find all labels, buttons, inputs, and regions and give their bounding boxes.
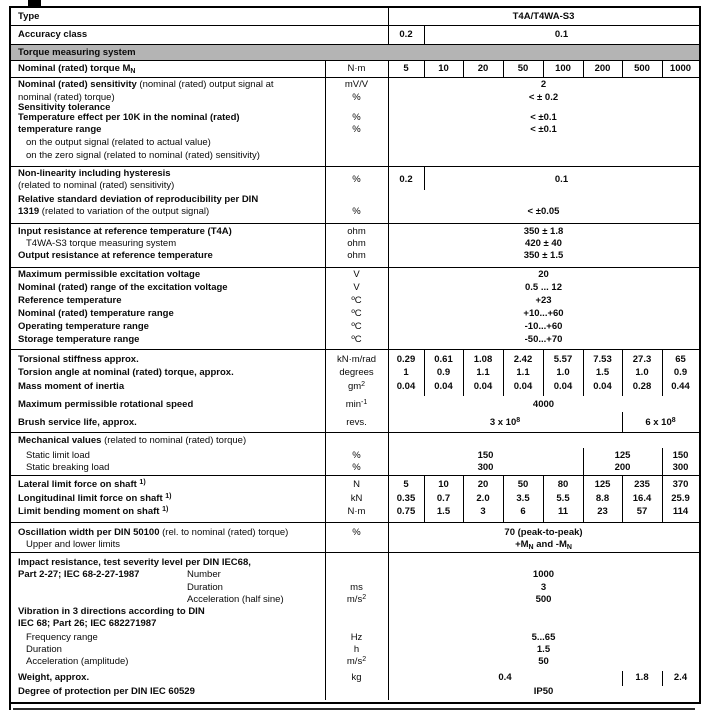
- label-part: Brush service life, approx.: [18, 417, 137, 428]
- row-label: [187, 582, 223, 594]
- cell-divider: [424, 61, 425, 78]
- row-label: [18, 295, 122, 307]
- label-part: Nominal (rated) sensitivity: [18, 79, 140, 90]
- label-part: Nominal (rated) range of the excitation voltage: [18, 282, 228, 293]
- label-part: Weight, approx.: [18, 672, 90, 683]
- row-label: [18, 63, 135, 75]
- unit-cell: %: [352, 527, 361, 538]
- unit-cell: kN·m/rad: [336, 354, 377, 365]
- row-label: [18, 282, 228, 294]
- row-label: [18, 269, 200, 281]
- label-part: Reference temperature: [18, 295, 122, 306]
- value-cell: 500: [634, 63, 650, 74]
- cell-divider: [388, 350, 389, 433]
- value-cell: IP50: [533, 686, 554, 697]
- label-part: Lateral limit force on shaft $^{1)}$: [18, 479, 146, 490]
- row-label: [18, 250, 213, 262]
- cell-divider: [388, 224, 389, 268]
- value-cell: 0.1: [554, 174, 569, 185]
- label-part: Longitudinal limit force on shaft $^{1)}$: [18, 493, 172, 504]
- label-part: Duration: [26, 644, 62, 655]
- row-label: [18, 399, 193, 411]
- value-cell: 370: [672, 479, 689, 490]
- unit-cell: %: [352, 450, 361, 461]
- value-cell: 5: [403, 63, 409, 74]
- value-cell: 50: [517, 479, 529, 490]
- value-cell: 0.44: [671, 381, 690, 392]
- cell-divider: [463, 476, 464, 523]
- cell-divider: [622, 476, 623, 523]
- row-label: [26, 450, 90, 462]
- label-part: temperature range: [18, 124, 102, 135]
- value-cell: 11: [557, 506, 569, 517]
- unit-cell: N: [353, 479, 360, 490]
- unit-cell: %: [352, 124, 361, 135]
- label-part: Sensitivity tolerance: [18, 102, 111, 113]
- cell-divider: [388, 268, 389, 350]
- value-cell: 1.5: [595, 367, 610, 378]
- cell-divider: [424, 167, 425, 190]
- unit-cell: mV/V: [344, 79, 369, 90]
- block-resistance: [11, 224, 699, 268]
- value-cell: 125: [594, 479, 611, 490]
- value-cell: 4000: [532, 399, 555, 410]
- cell-divider: [662, 350, 663, 396]
- row-label: [18, 29, 87, 41]
- cell-divider: [583, 448, 584, 476]
- value-cell: 23: [597, 506, 608, 517]
- value-cell: 1.5: [536, 644, 551, 655]
- value-cell: T4A/T4WA-S3: [512, 11, 575, 22]
- row-label: [18, 606, 205, 618]
- unit-cell: V: [353, 282, 360, 293]
- cell-divider: [463, 61, 464, 78]
- unit-cell: %: [352, 206, 361, 217]
- value-cell: 50: [517, 63, 529, 74]
- value-cell: 0.29: [396, 354, 416, 365]
- row-label: [18, 557, 251, 569]
- row-label: [26, 238, 176, 250]
- value-cell: 20: [538, 269, 549, 280]
- label-part: Accuracy class: [18, 29, 88, 40]
- label-part: Frequency range: [26, 632, 98, 643]
- label-part: Nominal (rated) torque $M_N$: [18, 63, 136, 75]
- value-cell: 0.28: [632, 381, 652, 392]
- row-label: [26, 539, 120, 551]
- value-cell: 2: [540, 79, 547, 90]
- label-part: Mass moment of inertia: [18, 381, 125, 392]
- value-cell: 3: [480, 506, 486, 517]
- value-cell: 6 x $10^8$: [645, 417, 676, 428]
- value-cell: < ±0.1: [530, 112, 557, 123]
- value-cell: 1.1: [476, 367, 490, 378]
- label-part: IEC 68; Part 26; IEC 682271987: [18, 618, 157, 629]
- value-cell: 3 x $10^8$: [489, 417, 521, 428]
- cell-divider: [622, 412, 623, 433]
- label-part: Torsional stiffness approx.: [18, 354, 139, 365]
- unit-cell: ºC: [351, 321, 362, 332]
- row-label: [18, 124, 101, 136]
- value-cell: 5.5: [556, 493, 570, 504]
- unit-cell: %: [352, 462, 361, 473]
- block-sensitivity: [11, 78, 699, 167]
- row-label: [18, 354, 139, 366]
- label-part: 1319: [18, 206, 42, 217]
- cell-divider: [662, 476, 663, 523]
- unit-cell: ºC: [351, 308, 362, 319]
- value-cell: 70 (peak-to-peak): [504, 527, 583, 538]
- value-cell: 57: [636, 506, 648, 517]
- cell-divider: [388, 553, 389, 700]
- value-cell: 1.5: [436, 506, 451, 517]
- value-cell: 3: [540, 582, 547, 593]
- value-cell: 0.9: [673, 367, 688, 378]
- value-cell: $+M_N$ and $-M_N$: [515, 539, 572, 551]
- cell-divider: [543, 476, 544, 523]
- unit-cell: ms: [350, 582, 363, 593]
- value-cell: -50...+70: [524, 334, 563, 345]
- row-label: [18, 226, 232, 238]
- value-cell: 27.3: [632, 354, 652, 365]
- label-part: Temperature effect per 10K in the nominal (rated): [18, 112, 240, 123]
- value-cell: 0.2: [399, 174, 413, 185]
- value-cell: 300: [672, 462, 689, 473]
- label-part: Limit bending moment on shaft $^{1)}$: [18, 506, 169, 517]
- value-cell: 114: [672, 506, 689, 517]
- label-part: Maximum permissible rotational speed: [18, 399, 194, 410]
- section-header-torque-measuring-system: [11, 45, 699, 61]
- label-part: Torsion angle at nominal (rated) torque, approx.: [18, 367, 234, 378]
- cell-divider: [583, 61, 584, 78]
- value-cell: 350 ± 1.5: [523, 250, 564, 261]
- label-part: on the output signal (related to actual value): [26, 137, 211, 148]
- value-cell: 1.1: [516, 367, 530, 378]
- value-cell: 1000: [532, 569, 555, 580]
- row-label: [18, 686, 195, 698]
- unit-cell: $m/s^2$: [346, 594, 367, 605]
- block-mechanical-values: [11, 433, 699, 476]
- unit-cell: degrees: [339, 367, 374, 378]
- label-part: T4WA-S3 torque measuring system: [26, 238, 177, 249]
- label-part: Storage temperature range: [18, 334, 140, 345]
- value-cell: 2.4: [673, 672, 688, 683]
- value-cell: 16.4: [632, 493, 652, 504]
- cell-divider: [503, 350, 504, 396]
- cell-divider: [503, 476, 504, 523]
- row-nominal-torque: [11, 61, 699, 78]
- label-part: Static breaking load: [26, 462, 110, 473]
- value-cell: 0.2: [399, 29, 413, 40]
- row-label: [18, 569, 139, 581]
- value-cell: 2.0: [476, 493, 490, 504]
- unit-cell: ohm: [347, 226, 366, 237]
- unit-cell: ºC: [351, 295, 362, 306]
- value-cell: 0.7: [436, 493, 451, 504]
- block-shaft-limits: [11, 476, 699, 523]
- value-cell: 1.08: [473, 354, 493, 365]
- row-label: [18, 506, 168, 518]
- label-part: Operating temperature range: [18, 321, 149, 332]
- unit-cell: %: [352, 92, 361, 103]
- label-part: Oscillation width per DIN 50100: [18, 527, 163, 538]
- cell-divider: [388, 26, 389, 45]
- value-cell: 5.57: [553, 354, 573, 365]
- label-part: Mechanical values: [18, 435, 105, 446]
- row-label: [18, 334, 139, 346]
- row-label: [18, 47, 136, 59]
- row-label: [18, 618, 156, 630]
- row-type: [11, 8, 699, 26]
- row-label: [26, 632, 98, 644]
- value-cell: 65: [675, 354, 686, 365]
- cell-divider: [424, 350, 425, 396]
- row-label: [26, 462, 109, 474]
- label-part: Nominal (rated) temperature range: [18, 308, 174, 319]
- spec-table: [9, 6, 701, 704]
- value-cell: 0.04: [473, 381, 493, 392]
- label-part: (rel. to nominal (rated) torque): [162, 527, 289, 538]
- cell-divider: [388, 476, 389, 523]
- value-cell: 5: [403, 479, 409, 490]
- cell-divider: [583, 476, 584, 523]
- unit-cell: V: [353, 269, 360, 280]
- value-cell: +23: [535, 295, 552, 306]
- cell-divider: [662, 61, 663, 78]
- unit-cell: N·m: [347, 63, 366, 74]
- cell-divider: [583, 350, 584, 396]
- value-cell: 0.4: [498, 672, 512, 683]
- cell-divider: [424, 476, 425, 523]
- label-part: on the zero signal (related to nominal (rated) sensitivity): [26, 150, 260, 161]
- unit-cell: ohm: [347, 238, 366, 249]
- value-cell: < ±0.1: [530, 124, 557, 135]
- cell-divider: [388, 61, 389, 78]
- value-cell: 125: [614, 450, 631, 461]
- label-part: Relative standard deviation of reproducibility per DIN: [18, 194, 259, 205]
- label-part: Input resistance at reference temperature (T4A): [18, 226, 232, 237]
- value-cell: 0.35: [396, 493, 416, 504]
- unit-cell: h: [353, 644, 360, 655]
- row-label: [18, 367, 234, 379]
- cell-divider: [662, 448, 663, 476]
- value-cell: 1: [403, 367, 409, 378]
- value-cell: 0.04: [396, 381, 416, 392]
- value-cell: 0.04: [434, 381, 453, 392]
- cell-divider: [622, 350, 623, 396]
- unit-cell: %: [352, 112, 361, 123]
- value-cell: 0.04: [513, 381, 533, 392]
- label-part: Impact resistance, test severity level per DIN IEC68,: [18, 557, 251, 568]
- row-label: [18, 435, 246, 447]
- unit-cell: $gm^2$: [347, 381, 366, 392]
- row-label: [187, 594, 284, 606]
- cell-divider: [622, 61, 623, 78]
- unit-cell: revs.: [346, 417, 367, 428]
- row-label: [18, 79, 274, 91]
- label-part: Upper and lower limits: [26, 539, 120, 550]
- unit-cell: kg: [351, 672, 362, 683]
- row-label: [26, 150, 260, 162]
- row-label: [26, 137, 211, 149]
- label-part: Non-linearity including hysteresis: [18, 168, 171, 179]
- label-part: Static limit load: [26, 450, 90, 461]
- row-label: [18, 672, 89, 684]
- value-cell: 200: [614, 462, 631, 473]
- label-part: (related to variation of the output signal): [41, 206, 210, 217]
- label-part: Output resistance at reference temperature: [18, 250, 213, 261]
- value-cell: 1.0: [635, 367, 649, 378]
- value-cell: 25.9: [671, 493, 690, 504]
- label-part: Degree of protection per DIN IEC 60529: [18, 686, 195, 697]
- row-label: [18, 206, 209, 218]
- value-cell: +10...+60: [523, 308, 564, 319]
- cell-divider: [388, 8, 389, 26]
- row-label: [18, 180, 174, 192]
- value-cell: 1000: [669, 63, 692, 74]
- label-part: Vibration in 3 directions according to DIN: [18, 606, 205, 617]
- cell-divider: [503, 61, 504, 78]
- label-part: Maximum permissible excitation voltage: [18, 269, 201, 280]
- label-part: Type: [18, 11, 40, 22]
- value-cell: 150: [672, 450, 689, 461]
- row-label: [26, 644, 62, 656]
- cell-divider: [543, 61, 544, 78]
- label-part: (related to nominal (rated) torque): [104, 435, 247, 446]
- value-cell: 0.5 ... 12: [525, 282, 562, 293]
- value-cell: 2.42: [513, 354, 533, 365]
- label-part: Torque measuring system: [18, 47, 136, 58]
- table-left-border-stub: [9, 704, 11, 710]
- value-cell: 350 ± 1.8: [523, 226, 564, 237]
- value-cell: 8.8: [595, 493, 610, 504]
- value-cell: 3.5: [516, 493, 530, 504]
- label-part: Acceleration (amplitude): [26, 656, 129, 667]
- unit-cell: N·m: [347, 506, 366, 517]
- cell-divider: [543, 350, 544, 396]
- row-label: [18, 381, 124, 393]
- label-part: Part 2-27; IEC 68-2-27-1987: [18, 569, 140, 580]
- value-cell: 0.04: [593, 381, 612, 392]
- cell-divider: [388, 78, 389, 167]
- block-voltage-temperature: [11, 268, 699, 350]
- row-label: [18, 11, 39, 23]
- value-cell: 0.04: [553, 381, 573, 392]
- unit-cell: $\min^{-1}$: [345, 399, 368, 410]
- value-cell: 50: [538, 656, 549, 667]
- label-part: (related to nominal (rated) sensitivity): [18, 180, 175, 191]
- row-label: [18, 321, 149, 333]
- value-cell: 100: [555, 63, 571, 74]
- value-cell: 200: [594, 63, 611, 74]
- unit-cell: Hz: [350, 632, 363, 643]
- value-cell: 420 ± 40: [525, 238, 562, 249]
- block-environment-weight-protection: [11, 553, 699, 700]
- value-cell: 20: [477, 63, 489, 74]
- unit-cell: $m/s^2$: [346, 656, 367, 667]
- block-linearity-reproducibility: [11, 167, 699, 224]
- cell-divider: [388, 523, 389, 553]
- label-part: Acceleration (half sine): [187, 594, 284, 605]
- value-cell: 6: [520, 506, 526, 517]
- value-cell: 10: [438, 63, 449, 74]
- value-cell: 1.8: [635, 672, 649, 683]
- block-oscillation: [11, 523, 699, 553]
- value-cell: 150: [477, 450, 494, 461]
- value-cell: 20: [477, 479, 489, 490]
- row-label: [18, 527, 288, 539]
- value-cell: < ± 0.2: [528, 92, 559, 103]
- value-cell: 235: [634, 479, 650, 490]
- row-label: [18, 112, 240, 124]
- row-accuracy-class: [11, 26, 699, 45]
- label-part: (nominal (rated) output signal at: [139, 79, 274, 90]
- label-part: Duration: [187, 582, 223, 593]
- label-part: nominal (rated) torque): [18, 92, 115, 103]
- cell-divider: [424, 26, 425, 45]
- cell-divider: [388, 167, 389, 224]
- row-label: [18, 194, 258, 206]
- value-cell: 300: [477, 462, 494, 473]
- unit-cell: ºC: [351, 334, 362, 345]
- row-sublabel: Number: [187, 569, 221, 580]
- row-label: [18, 417, 137, 429]
- value-cell: 0.1: [554, 29, 569, 40]
- cell-divider: [662, 671, 663, 686]
- row-label: [26, 656, 128, 668]
- row-label: [18, 168, 171, 180]
- unit-cell: %: [352, 174, 361, 185]
- value-cell: < ±0.05: [527, 206, 560, 217]
- value-cell: 5...65: [531, 632, 556, 643]
- value-cell: 0.61: [434, 354, 453, 365]
- cell-divider: [463, 350, 464, 396]
- block-stiffness-speed: [11, 350, 699, 433]
- value-cell: 0.75: [396, 506, 416, 517]
- row-label: [18, 308, 174, 320]
- value-cell: 10: [438, 479, 449, 490]
- cell-divider: [388, 433, 389, 476]
- scan-artifact-top: [28, 0, 41, 6]
- row-label: [18, 479, 146, 491]
- unit-cell: kN: [350, 493, 363, 504]
- unit-cell: ohm: [347, 250, 366, 261]
- value-cell: 7.53: [593, 354, 612, 365]
- row-label: [18, 493, 171, 505]
- value-cell: 1.0: [556, 367, 570, 378]
- cell-divider: [622, 671, 623, 686]
- value-cell: 500: [535, 594, 552, 605]
- value-cell: 0.9: [436, 367, 451, 378]
- value-cell: -10...+60: [524, 321, 563, 332]
- value-cell: 80: [557, 479, 569, 490]
